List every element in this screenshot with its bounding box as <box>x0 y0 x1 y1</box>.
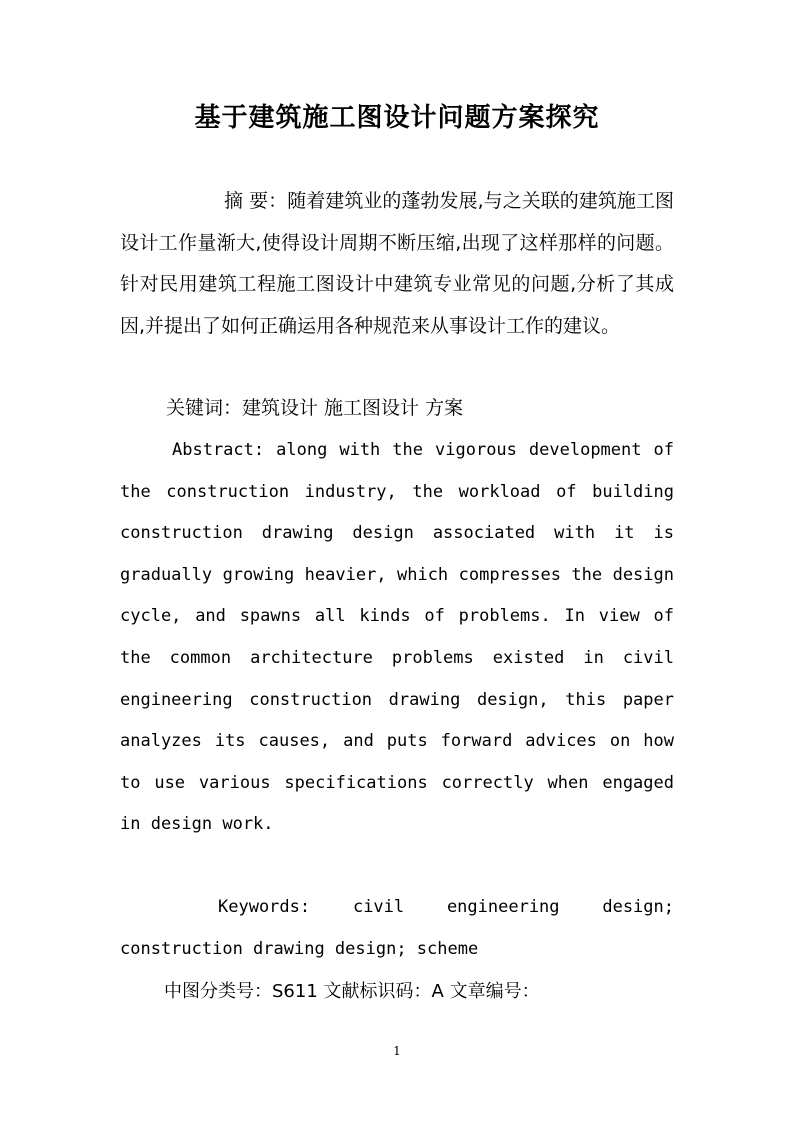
chinese-abstract-text: 随着建筑业的蓬勃发展,与之关联的建筑施工图设计工作量渐大,使得设计周期不断压缩,出现了这样那样的问题。针对民用建筑工程施工图设计中建筑专业常见的问题,分析了其成因,并提出了如何正确运用各种规范来从事设计工作的建议。 <box>120 190 674 337</box>
english-abstract-text: along with the vigorous development of the construction industry, the workload of building construction drawing design associated with it is gradually growing heavier, which compresses the design cycle, and spawns all kinds of problems. In view of the common architecture problems existed in civil engineering construction drawing design, this paper analyzes its causes, and puts forward advices on how to use various specifications correctly when engaged in design work. <box>120 440 674 835</box>
paper-title: 基于建筑施工图设计问题方案探究 <box>194 103 600 133</box>
document-code-value: A <box>431 981 444 1002</box>
english-keywords-text: civil engineering design; construction drawing design; scheme <box>120 897 674 959</box>
document-code-label: 文献标识码： <box>323 981 432 1002</box>
chinese-keywords-label: 关键词： <box>166 397 243 419</box>
chinese-abstract-label: 摘 要： <box>224 190 288 212</box>
article-number-label: 文章编号： <box>449 981 540 1002</box>
clc-value: S611 <box>272 981 318 1002</box>
page-number: 1 <box>393 1044 401 1058</box>
english-abstract-label: Abstract: <box>172 440 265 460</box>
english-abstract <box>120 430 674 846</box>
clc-label: 中图分类号： <box>164 981 272 1002</box>
chinese-keywords <box>120 388 674 430</box>
english-keywords-label: Keywords: <box>218 897 311 917</box>
classification-line <box>120 971 674 1013</box>
chinese-keywords-text: 建筑设计 施工图设计 方案 <box>242 397 464 419</box>
english-keywords <box>120 887 674 970</box>
chinese-abstract <box>120 181 674 347</box>
